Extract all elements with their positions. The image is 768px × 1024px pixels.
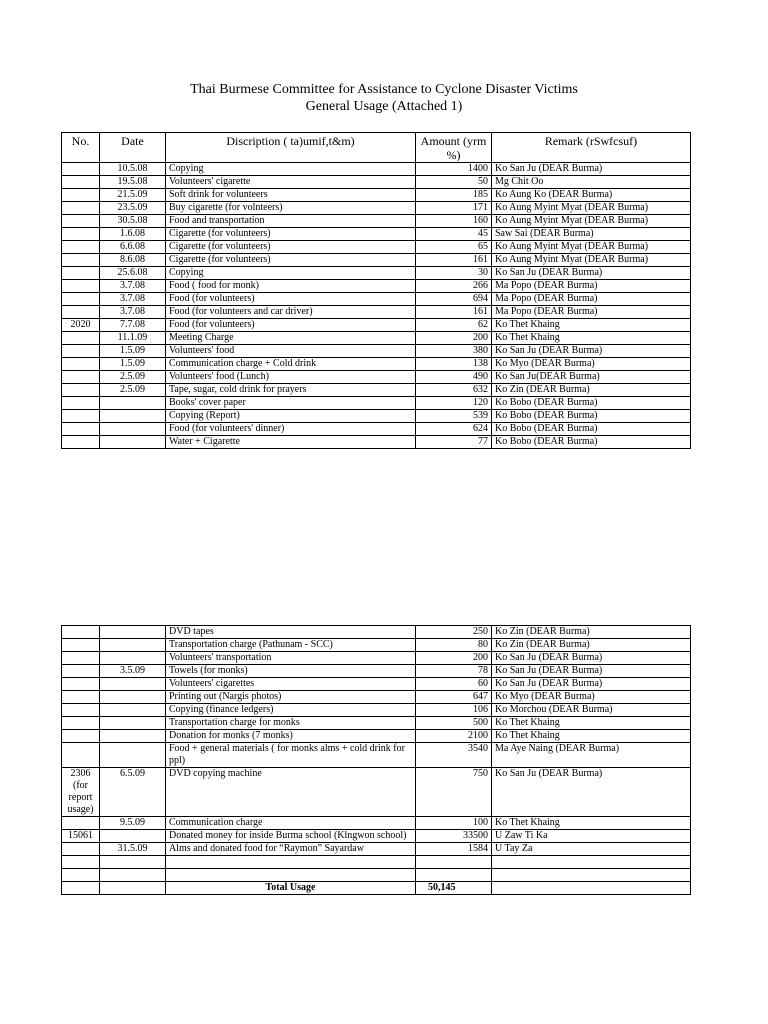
row-number [62, 410, 100, 423]
table-row [62, 306, 691, 319]
row-number [62, 384, 100, 397]
table-row [62, 410, 691, 423]
row-amount: 45 [416, 228, 492, 241]
row-description: Soft drink for volunteers [166, 189, 416, 202]
row-number [62, 704, 100, 717]
table-row [62, 241, 691, 254]
row-remark: Ko Bobo (DEAR Burma) [492, 410, 691, 423]
row-date [100, 397, 166, 410]
row-date: 1.6.08 [100, 228, 166, 241]
row-remark: Ko Aung Myint Myat (DEAR Burma) [492, 215, 691, 228]
row-amount: 30 [416, 267, 492, 280]
table-row [62, 280, 691, 293]
table-row [62, 817, 691, 830]
row-description: Meeting Charge [166, 332, 416, 345]
row-date [100, 730, 166, 743]
row-number [62, 730, 100, 743]
row-remark: Ma Popo (DEAR Burma) [492, 280, 691, 293]
row-remark: Ko Aung Myint Myat (DEAR Burma) [492, 202, 691, 215]
row-date: 23.5.09 [100, 202, 166, 215]
row-remark: Ko San Ju (DEAR Burma) [492, 267, 691, 280]
row-description: Copying (Report) [166, 410, 416, 423]
row-description: Cigarette (for volunteers) [166, 228, 416, 241]
document-subtitle: General Usage (Attached 1) [305, 99, 463, 114]
row-number [62, 843, 100, 856]
row-number [62, 358, 100, 371]
row-amount: 624 [416, 423, 492, 436]
document-title: Thai Burmese Committee for Assistance to Cyclone Disaster Victims [190, 82, 578, 97]
row-description: Transportation charge (Pathunam - SCC) [166, 639, 416, 652]
row-amount: 500 [416, 717, 492, 730]
row-description: Books' cover paper [166, 397, 416, 410]
usage-table-part1 [61, 132, 691, 449]
row-date: 3.5.09 [100, 665, 166, 678]
row-description: Food ( food for monk) [166, 280, 416, 293]
table-row [62, 384, 691, 397]
table-row [62, 768, 691, 817]
row-description: Volunteers' transportation [166, 652, 416, 665]
row-number: 15061 [62, 830, 100, 843]
row-date: 10.5.08 [100, 163, 166, 176]
row-number [62, 639, 100, 652]
table-row [62, 743, 691, 768]
table-row [62, 843, 691, 856]
row-description: Printing out (Nargis photos) [166, 691, 416, 704]
row-remark: Ko Aung Ko (DEAR Burma) [492, 189, 691, 202]
table-row [62, 267, 691, 280]
table-row [62, 202, 691, 215]
row-remark: Ko Myo (DEAR Burma) [492, 358, 691, 371]
row-amount: 539 [416, 410, 492, 423]
row-date: 11.1.09 [100, 332, 166, 345]
row-remark: Ma Popo (DEAR Burma) [492, 306, 691, 319]
row-amount: 1400 [416, 163, 492, 176]
row-description: Alms and donated food for “Raymon” Sayardaw [166, 843, 416, 856]
row-number [62, 241, 100, 254]
row-remark: Ko San Ju(DEAR Burma) [492, 371, 691, 384]
row-date: 6.6.08 [100, 241, 166, 254]
row-date: 19.5.08 [100, 176, 166, 189]
row-date: 8.6.08 [100, 254, 166, 267]
total-row [62, 882, 691, 895]
row-remark: Ko San Ju (DEAR Burma) [492, 768, 691, 817]
row-date [100, 830, 166, 843]
row-date: 1.5.09 [100, 358, 166, 371]
row-date [100, 410, 166, 423]
row-amount: 200 [416, 652, 492, 665]
empty-row [62, 856, 691, 869]
row-description: Cigarette (for volunteers) [166, 254, 416, 267]
row-date [100, 423, 166, 436]
row-amount: 647 [416, 691, 492, 704]
row-number [62, 626, 100, 639]
table-row [62, 163, 691, 176]
row-date [100, 704, 166, 717]
row-amount: 62 [416, 319, 492, 332]
row-amount: 250 [416, 626, 492, 639]
row-amount: 100 [416, 817, 492, 830]
row-description: Copying [166, 163, 416, 176]
table-row [62, 332, 691, 345]
row-description: Copying (finance ledgers) [166, 704, 416, 717]
row-number [62, 306, 100, 319]
header-remark: Remark (rSwfcsuf) [492, 133, 691, 163]
row-date: 2.5.09 [100, 384, 166, 397]
row-date: 6.5.09 [100, 768, 166, 817]
row-description: Food (for volunteers) [166, 293, 416, 306]
row-number [62, 293, 100, 306]
row-date: 2.5.09 [100, 371, 166, 384]
row-number [62, 163, 100, 176]
empty-row [62, 869, 691, 882]
table-row [62, 730, 691, 743]
table-row [62, 626, 691, 639]
row-remark: Ko Bobo (DEAR Burma) [492, 423, 691, 436]
row-number [62, 717, 100, 730]
row-remark: Ko Thet Khaing [492, 730, 691, 743]
row-amount: 161 [416, 306, 492, 319]
row-date: 1.5.09 [100, 345, 166, 358]
table-row [62, 691, 691, 704]
table-row [62, 423, 691, 436]
row-remark: Ko Myo (DEAR Burma) [492, 691, 691, 704]
row-remark: Ma Popo (DEAR Burma) [492, 293, 691, 306]
row-remark: Ko Thet Khaing [492, 717, 691, 730]
row-number [62, 280, 100, 293]
row-amount: 80 [416, 639, 492, 652]
row-remark: Saw Sai (DEAR Burma) [492, 228, 691, 241]
row-number [62, 678, 100, 691]
row-number [62, 436, 100, 449]
header-date: Date [100, 133, 166, 163]
row-date [100, 743, 166, 768]
row-description: Donated money for inside Burma school (Klngwon school) [166, 830, 416, 843]
row-remark: Ko Thet Khaing [492, 817, 691, 830]
row-number [62, 332, 100, 345]
row-date: 9.5.09 [100, 817, 166, 830]
row-date: 3.7.08 [100, 306, 166, 319]
row-remark: Ko Bobo (DEAR Burma) [492, 436, 691, 449]
row-number [62, 345, 100, 358]
row-description: Donation for monks (7 monks) [166, 730, 416, 743]
row-remark: U Tay Za [492, 843, 691, 856]
row-date: 21.5.09 [100, 189, 166, 202]
row-remark: Ko Aung Myint Myat (DEAR Burma) [492, 254, 691, 267]
row-amount: 106 [416, 704, 492, 717]
row-number [62, 215, 100, 228]
row-remark: Mg Chit Oo [492, 176, 691, 189]
row-amount: 60 [416, 678, 492, 691]
row-date [100, 652, 166, 665]
row-remark: U Zaw Ti Ka [492, 830, 691, 843]
row-amount: 200 [416, 332, 492, 345]
row-description: Volunteers' cigarettes [166, 678, 416, 691]
row-number [62, 371, 100, 384]
table-row [62, 176, 691, 189]
table-row [62, 345, 691, 358]
row-description: Towels (for monks) [166, 665, 416, 678]
header-description: Discription ( ta)umif,t&m) [166, 133, 416, 163]
row-remark: Ko San Ju (DEAR Burma) [492, 163, 691, 176]
row-amount: 632 [416, 384, 492, 397]
row-date: 7.7.08 [100, 319, 166, 332]
row-number [62, 189, 100, 202]
header-amount: Amount (yrm %) [416, 133, 492, 163]
row-remark: Ko Aung Myint Myat (DEAR Burma) [492, 241, 691, 254]
row-amount: 160 [416, 215, 492, 228]
row-amount: 490 [416, 371, 492, 384]
row-number [62, 743, 100, 768]
row-remark: Ko Bobo (DEAR Burma) [492, 397, 691, 410]
row-amount: 120 [416, 397, 492, 410]
table-row [62, 293, 691, 306]
row-remark: Ko San Ju (DEAR Burma) [492, 678, 691, 691]
table-body-part2 [62, 626, 691, 856]
row-amount: 185 [416, 189, 492, 202]
row-amount: 750 [416, 768, 492, 817]
row-remark: Ko Morchou (DEAR Burma) [492, 704, 691, 717]
row-amount: 138 [416, 358, 492, 371]
table-row [62, 319, 691, 332]
table-row [62, 436, 691, 449]
row-description: Food (for volunteers' dinner) [166, 423, 416, 436]
row-amount: 65 [416, 241, 492, 254]
row-remark: Ko San Ju (DEAR Burma) [492, 652, 691, 665]
table-header-row [62, 133, 691, 163]
header-no: No. [62, 133, 100, 163]
table-row [62, 665, 691, 678]
row-description: Communication charge + Cold drink [166, 358, 416, 371]
row-number [62, 423, 100, 436]
table-row [62, 358, 691, 371]
usage-table-part2 [61, 625, 691, 895]
row-description: Volunteers' cigarette [166, 176, 416, 189]
row-remark: Ko San Ju (DEAR Burma) [492, 345, 691, 358]
row-date [100, 678, 166, 691]
row-remark: Ma Aye Naing (DEAR Burma) [492, 743, 691, 768]
table-row [62, 704, 691, 717]
row-date [100, 626, 166, 639]
row-number: 2306 (for report usage) [62, 768, 100, 817]
row-description: Food (for volunteers) [166, 319, 416, 332]
row-description: Tape, sugar, cold drink for prayers [166, 384, 416, 397]
table-row [62, 228, 691, 241]
row-date: 31.5.09 [100, 843, 166, 856]
table-row [62, 652, 691, 665]
table-body-part1 [62, 163, 691, 449]
row-number: 2020 [62, 319, 100, 332]
row-description: Water + Cigarette [166, 436, 416, 449]
row-remark: Ko San Ju (DEAR Burma) [492, 665, 691, 678]
row-amount: 2100 [416, 730, 492, 743]
row-number [62, 202, 100, 215]
row-number [62, 254, 100, 267]
row-number [62, 652, 100, 665]
row-amount: 694 [416, 293, 492, 306]
row-description: Food + general materials ( for monks alms + cold drink for ppl) [166, 743, 416, 768]
row-date [100, 436, 166, 449]
row-amount: 77 [416, 436, 492, 449]
table-row [62, 189, 691, 202]
row-remark: Ko Zin (DEAR Burma) [492, 626, 691, 639]
table-row [62, 830, 691, 843]
table-row [62, 678, 691, 691]
table-row [62, 639, 691, 652]
row-number [62, 267, 100, 280]
row-date [100, 691, 166, 704]
row-amount: 33500 [416, 830, 492, 843]
row-amount: 266 [416, 280, 492, 293]
row-date: 25.6.08 [100, 267, 166, 280]
table-row [62, 371, 691, 384]
row-remark: Ko Zin (DEAR Burma) [492, 639, 691, 652]
row-amount: 50 [416, 176, 492, 189]
row-amount: 171 [416, 202, 492, 215]
table-row [62, 717, 691, 730]
row-number [62, 176, 100, 189]
table-row [62, 215, 691, 228]
row-description: DVD tapes [166, 626, 416, 639]
row-amount: 1584 [416, 843, 492, 856]
row-amount: 161 [416, 254, 492, 267]
table-row [62, 254, 691, 267]
row-description: Buy cigarette (for volnteers) [166, 202, 416, 215]
row-amount: 78 [416, 665, 492, 678]
row-description: Communication charge [166, 817, 416, 830]
row-remark: Ko Thet Khaing [492, 319, 691, 332]
row-number [62, 397, 100, 410]
row-number [62, 817, 100, 830]
row-number [62, 691, 100, 704]
row-description: Cigarette (for volunteers) [166, 241, 416, 254]
row-amount: 3540 [416, 743, 492, 768]
row-description: DVD copying machine [166, 768, 416, 817]
row-date [100, 639, 166, 652]
total-label: Total Usage [166, 882, 416, 895]
row-description: Copying [166, 267, 416, 280]
total-amount: 50,145 [416, 882, 492, 895]
row-amount: 380 [416, 345, 492, 358]
row-date [100, 717, 166, 730]
row-remark: Ko Zin (DEAR Burma) [492, 384, 691, 397]
row-date: 3.7.08 [100, 280, 166, 293]
table-row [62, 397, 691, 410]
row-description: Food (for volunteers and car driver) [166, 306, 416, 319]
row-description: Food and transportation [166, 215, 416, 228]
row-description: Volunteers' food (Lunch) [166, 371, 416, 384]
row-number [62, 665, 100, 678]
row-number [62, 228, 100, 241]
row-date: 30.5.08 [100, 215, 166, 228]
row-description: Volunteers' food [166, 345, 416, 358]
row-remark: Ko Thet Khaing [492, 332, 691, 345]
row-description: Transportation charge for monks [166, 717, 416, 730]
row-date: 3.7.08 [100, 293, 166, 306]
